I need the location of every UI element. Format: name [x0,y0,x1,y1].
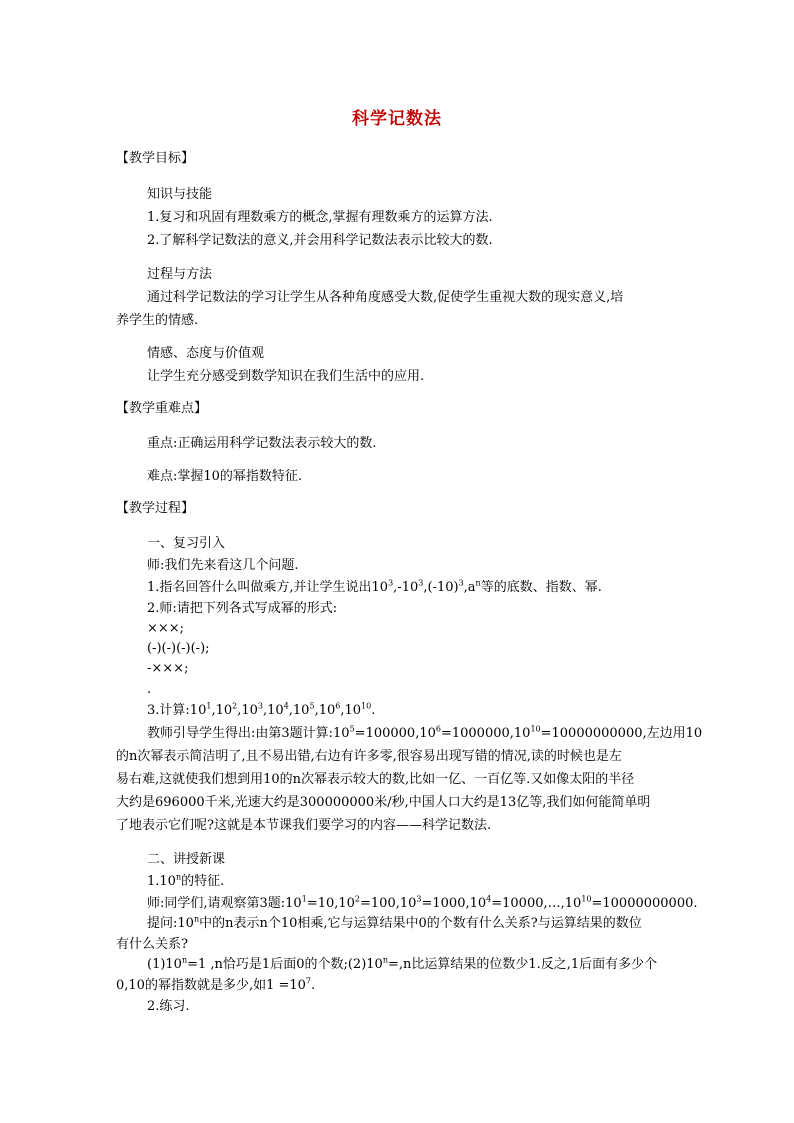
question-1-text-b: ,-10 [393,580,419,595]
question-1-exp-4: n [475,578,481,588]
answer2-exp: 7 [305,976,312,986]
question-3-exp-2: 2 [232,701,238,711]
knowledge-item-2: 2.了解科学记数法的意义,并会用科学记数法表示比较大的数. [147,233,493,248]
section-heading-goals: 【教学目标】 [116,151,195,166]
ask-text-b: 中的n表示n个10相乘,它与运算结果中0的个数有什么关系?与运算结果的数位 [199,916,642,931]
question-3-exp-6: 6 [335,701,341,711]
key-point: 重点:正确运用科学记数法表示较大的数. [147,436,377,451]
guide-line-3: 易右难,这就使我们想到用10的n次幂表示较大的数,比如一亿、一百亿等.又如像太阳的半径 [116,772,635,787]
observe-exp-4: 4 [486,894,492,904]
ask-exp: n [193,914,200,924]
observe-line [147,895,698,913]
difficult-point: 难点:掌握10的幂指数特征. [147,469,303,484]
question-1-exp-2: 3 [418,578,424,588]
guide-line-2: 的n次幂表示简洁明了,且不易出错,右边有许多零,很容易出现写错的情况,读的时候也是左 [116,749,622,764]
guide-exp-2: 6 [435,724,441,734]
guide-text-c: =1000000,10 [440,726,531,741]
guide-line-1 [147,725,702,743]
expression-2: (-)(-)(-)(-); [147,641,210,656]
observe-text-d: =1000,10 [421,896,487,911]
process-method-heading: 过程与方法 [147,267,213,282]
feature-heading [147,873,224,891]
observe-text-g: =10000000000. [591,896,698,911]
part2-heading: 二、讲授新课 [147,852,226,867]
observe-exp-1: 1 [301,894,307,904]
section-heading-process: 【教学过程】 [116,501,195,516]
part1-heading: 一、复习引入 [147,536,226,551]
knowledge-heading: 知识与技能 [147,187,213,202]
section-heading-keypoints: 【教学重难点】 [116,401,208,416]
question-2: 2.师:请把下列各式写成幂的形式: [147,601,338,616]
answer2-text-b: . [311,978,316,993]
question-3-label: 3.计算: [147,703,190,718]
guide-text-d: =10000000000,左边用10 [540,726,703,741]
knowledge-item-1: 1.复习和巩固有理数乘方的概念,掌握有理数乘方的运算方法. [147,210,493,225]
answer2-text-a: 0,10的幂指数就是多少,如1 =10 [116,978,306,993]
process-method-line-1: 通过科学记数法的学习让学生从各种角度感受大数,促使学生重视大数的现实意义,培 [147,290,624,305]
question-1-exp-3: 3 [458,578,464,588]
observe-exp-2: 2 [354,894,361,904]
expression-1: ×××; [147,621,185,636]
answer-line-2 [116,977,315,995]
observe-text-a: 师:同学们,请观察第3题:10 [147,896,302,911]
answer-exp-1: n [181,955,188,965]
question-1-text-f: 等的底数、指数、幂. [480,580,602,595]
feature-exp: n [175,872,182,882]
question-3-exp-5: 5 [309,701,315,711]
question-1-text-a: 1.指名回答什么叫做乘方,并让学生说出10 [147,580,389,595]
answer-exp-2: n [382,955,388,965]
observe-text-c: =100,10 [360,896,417,911]
guide-text-a: 教师引导学生得出:由第3题计算:10 [147,726,350,741]
answer-text-c: =,n比运算结果的位数少1.反之,1后面有多少个 [387,957,658,972]
question-1-exp-1: 3 [388,578,394,588]
question-1-text-c: ,(-10) [423,580,459,595]
attitude-heading: 情感、态度与价值观 [147,346,265,361]
practice-heading: 2.练习. [147,999,190,1014]
question-3-exp-3: 3 [257,701,263,711]
question-3-exp-4: 4 [283,701,289,711]
observe-text-f: =10000,…,10 [491,896,582,911]
feature-text-b: 的特征. [181,874,225,889]
ask-line-2: 有什么关系? [116,937,188,952]
expression-4: . [147,682,152,697]
guide-exp-1: 5 [349,724,355,734]
ask-text-a: 提问:10 [147,916,194,931]
observe-text-b: =10,10 [306,896,355,911]
observe-exp-3: 3 [416,894,422,904]
guide-line-4: 大约是696000千米,光速大约是300000000米/秒,中国人口大约是13亿等,我们如何能简单明 [116,795,651,810]
answer-text-a: (1)10 [147,957,182,972]
teacher-intro: 师:我们先来看这几个问题. [147,558,299,573]
question-1-text-d: ,a [463,580,476,595]
question-1 [147,579,602,597]
guide-exp-3: 10 [530,724,541,734]
guide-text-b: =100000,10 [354,726,436,741]
process-method-line-2: 养学生的情感. [116,313,199,328]
ask-line-1 [147,915,642,933]
attitude-text: 让学生充分感受到数学知识在我们生活中的应用. [147,369,425,384]
answer-text-b: =1 ,n恰巧是1后面0的个数;(2)10 [187,957,383,972]
feature-text-a: 1.10 [147,874,176,889]
question-3: 3.计算$:10^1,10^2,10^3,10^4,10^5,10^6,10^{10}$. [147,701,376,718]
observe-exp-5: 10 [581,894,592,904]
question-3-exp-7: 10 [361,701,372,711]
document-title: 科学记数法 [352,109,442,129]
answer-line-1 [147,956,657,974]
expression-3: -×××; [147,661,189,676]
guide-line-5: 了地表示它们呢?这就是本节课我们要学习的内容——科学记数法. [116,818,492,833]
question-3-exp-1: 1 [206,701,212,711]
